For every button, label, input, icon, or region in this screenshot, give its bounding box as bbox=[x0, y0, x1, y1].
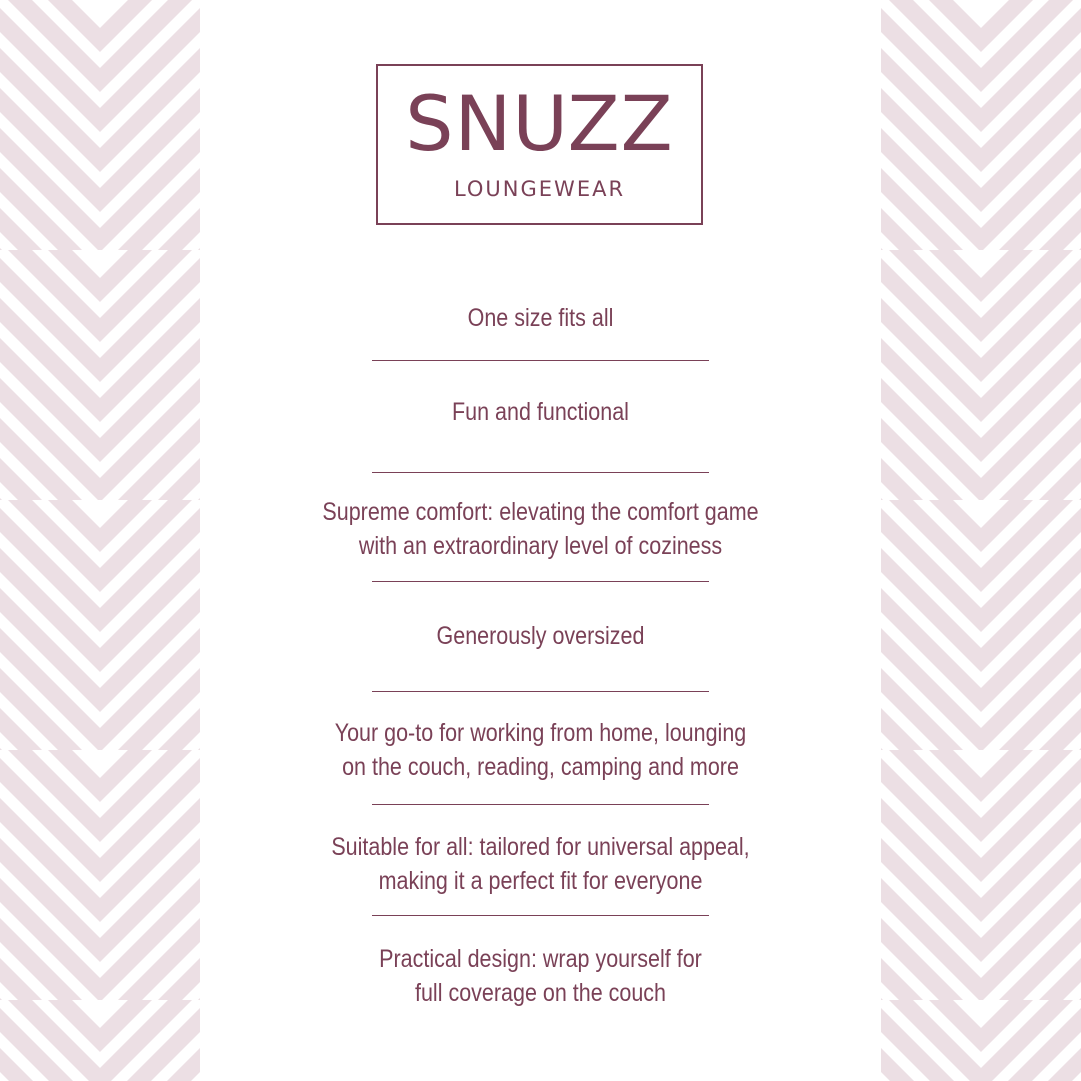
feature-line: Generously oversized bbox=[436, 622, 645, 650]
content-panel bbox=[200, 0, 881, 1081]
feature-line: on the couch, reading, camping and more bbox=[342, 753, 739, 781]
feature-line: Supreme comfort: elevating the comfort game bbox=[322, 498, 759, 526]
feature-line: full coverage on the couch bbox=[414, 979, 666, 1007]
feature-item bbox=[299, 619, 781, 653]
divider bbox=[372, 472, 709, 473]
divider bbox=[372, 691, 709, 692]
divider bbox=[372, 360, 709, 361]
feature-item bbox=[299, 301, 781, 335]
feature-line: Suitable for all: tailored for universal appeal, bbox=[331, 833, 750, 861]
feature-line: Fun and functional bbox=[452, 398, 629, 426]
feature-line: making it a perfect fit for everyone bbox=[378, 867, 703, 895]
brand-tagline: LOUNGEWEAR bbox=[453, 177, 626, 201]
brand-logo bbox=[376, 64, 703, 225]
chevron-pattern-graphic bbox=[0, 0, 200, 1081]
feature-line: One size fits all bbox=[467, 304, 614, 332]
feature-item bbox=[299, 495, 781, 563]
divider bbox=[372, 581, 709, 582]
left-chevron-pattern bbox=[0, 0, 200, 1081]
divider bbox=[372, 804, 709, 805]
brand-name: SNUZZ bbox=[405, 79, 674, 168]
feature-item bbox=[299, 942, 781, 1010]
feature-item bbox=[299, 395, 781, 429]
chevron-pattern-graphic bbox=[881, 0, 1081, 1081]
feature-item bbox=[299, 716, 781, 784]
feature-line: Your go-to for working from home, lounging bbox=[334, 719, 747, 747]
right-chevron-pattern bbox=[881, 0, 1081, 1081]
feature-line: Practical design: wrap yourself for bbox=[379, 945, 702, 973]
feature-item bbox=[299, 830, 781, 898]
feature-line: with an extraordinary level of coziness bbox=[358, 532, 723, 560]
divider bbox=[372, 915, 709, 916]
